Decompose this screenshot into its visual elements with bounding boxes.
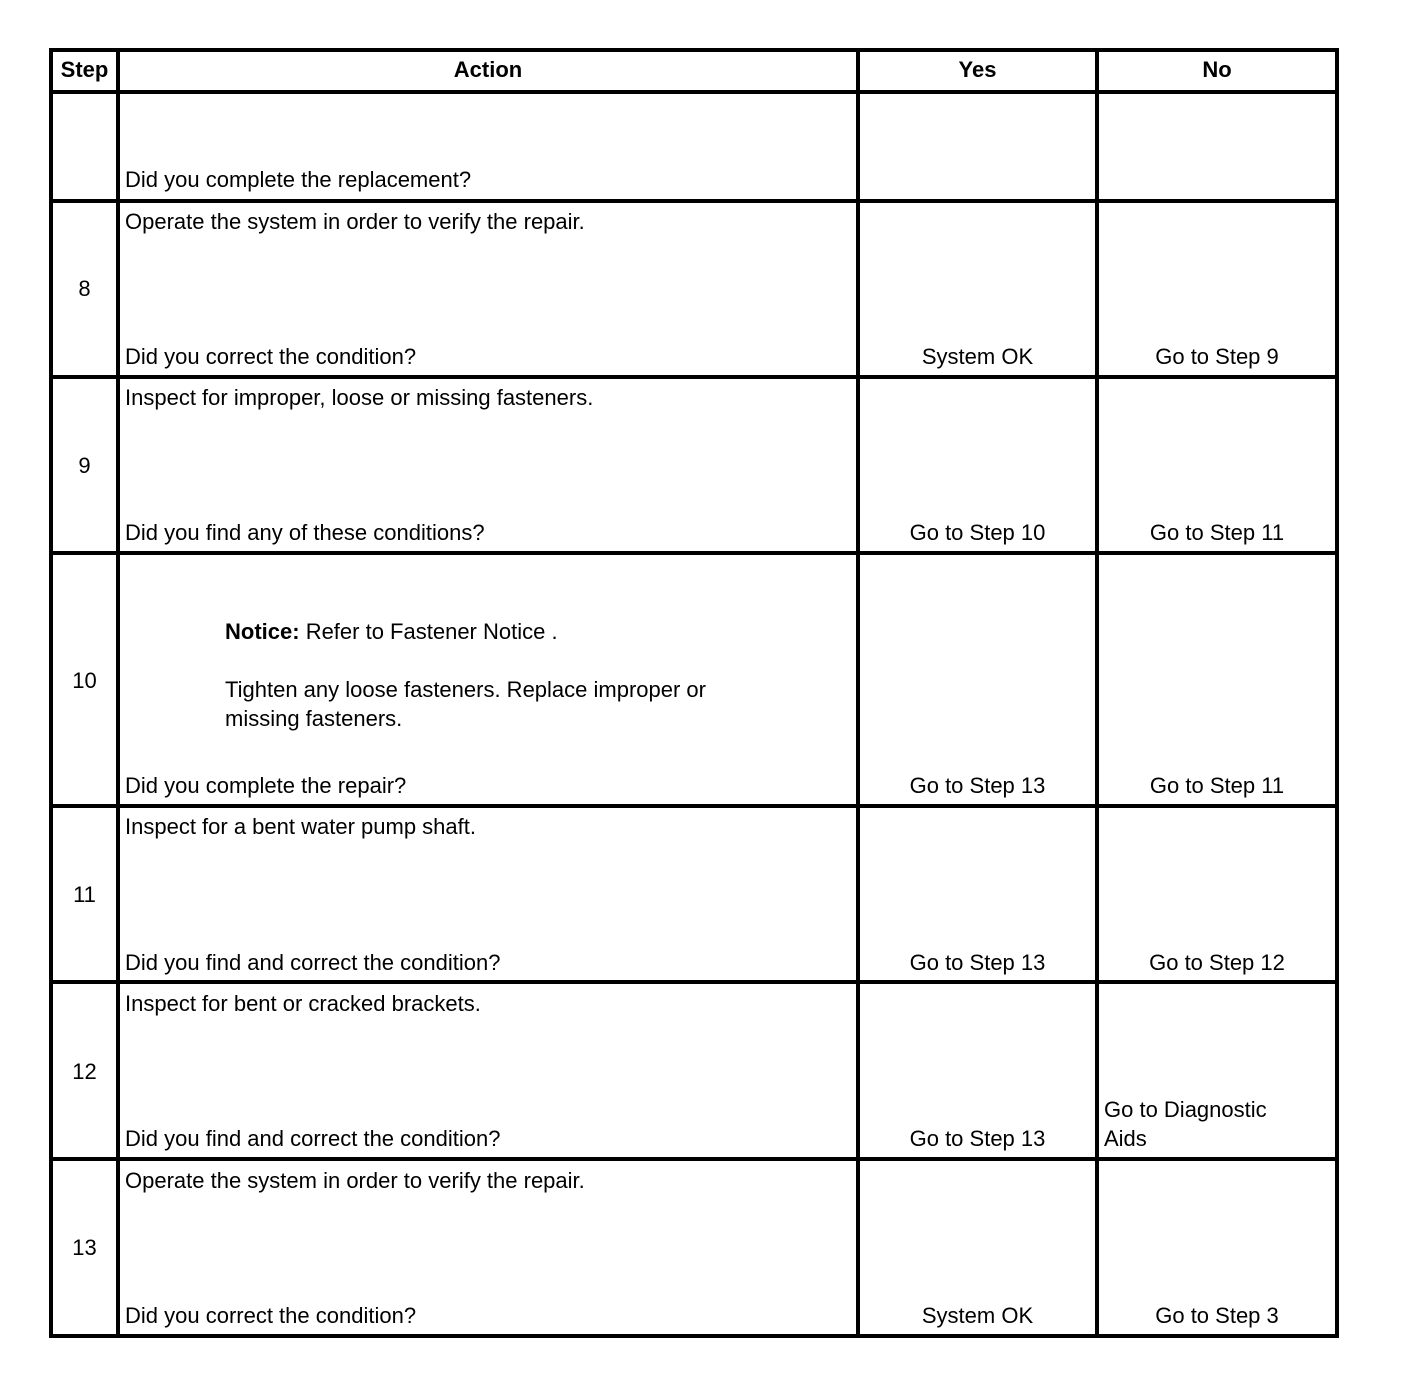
row-divider [49,199,1339,203]
no-result: Go to Step 3 [1155,1303,1279,1328]
action-instruction: Operate the system in order to verify the repair. [125,209,585,234]
header-step: Step [60,57,109,82]
action-detail: Tighten any loose fasteners. Replace improper or [225,677,706,702]
step-number: 11 [73,882,96,907]
step-number: 8 [78,276,91,301]
row-divider [49,980,1339,984]
action-detail: missing fasteners. [225,706,403,731]
no-result: Go to Step 12 [1149,950,1285,975]
no-result: Go to Step 11 [1149,520,1285,545]
action-instruction: Inspect for bent or cracked brackets. [125,991,481,1016]
no-result: Go to Diagnostic [1104,1097,1267,1122]
row-divider [49,551,1339,555]
no-result: Go to Step 9 [1155,344,1279,369]
column-divider [1095,48,1099,1338]
header-divider [49,90,1339,94]
diagnostic-table [49,48,1339,1338]
yes-result: System OK [921,1303,1034,1328]
header-no: No [1202,57,1232,82]
action-question: Did you complete the repair? [125,773,407,798]
step-number: 12 [72,1059,97,1084]
notice-line [225,618,558,646]
yes-result: Go to Step 13 [909,950,1046,975]
yes-result: Go to Step 13 [909,1126,1046,1151]
step-number: 10 [72,668,97,693]
yes-result: System OK [921,344,1034,369]
table-border-bottom [49,1334,1339,1338]
yes-result: Go to Step 10 [909,520,1046,545]
yes-result: Go to Step 13 [909,773,1046,798]
action-question: Did you correct the condition? [125,344,417,369]
action-question: Did you complete the replacement? [125,167,472,192]
header-yes: Yes [958,57,997,82]
header-action: Action [453,57,523,82]
no-result: Aids [1104,1126,1147,1151]
table-border-top [49,48,1339,52]
step-number: 13 [72,1235,97,1260]
row-divider [49,804,1339,808]
action-question: Did you find and correct the condition? [125,950,501,975]
action-question: Did you correct the condition? [125,1303,417,1328]
action-instruction: Inspect for improper, loose or missing fasteners. [125,385,594,410]
action-question: Did you find and correct the condition? [125,1126,501,1151]
table-border-right [1335,48,1339,1338]
no-result: Go to Step 11 [1149,773,1285,798]
row-divider [49,1157,1339,1161]
column-divider [116,48,120,1338]
notice-text: Refer to Fastener Notice . [305,619,558,644]
row-divider [49,375,1339,379]
action-instruction: Inspect for a bent water pump shaft. [125,814,476,839]
notice-label: Notice: [225,619,300,644]
step-number: 9 [78,453,91,478]
action-question: Did you find any of these conditions? [125,520,485,545]
action-instruction: Operate the system in order to verify the repair. [125,1168,585,1193]
